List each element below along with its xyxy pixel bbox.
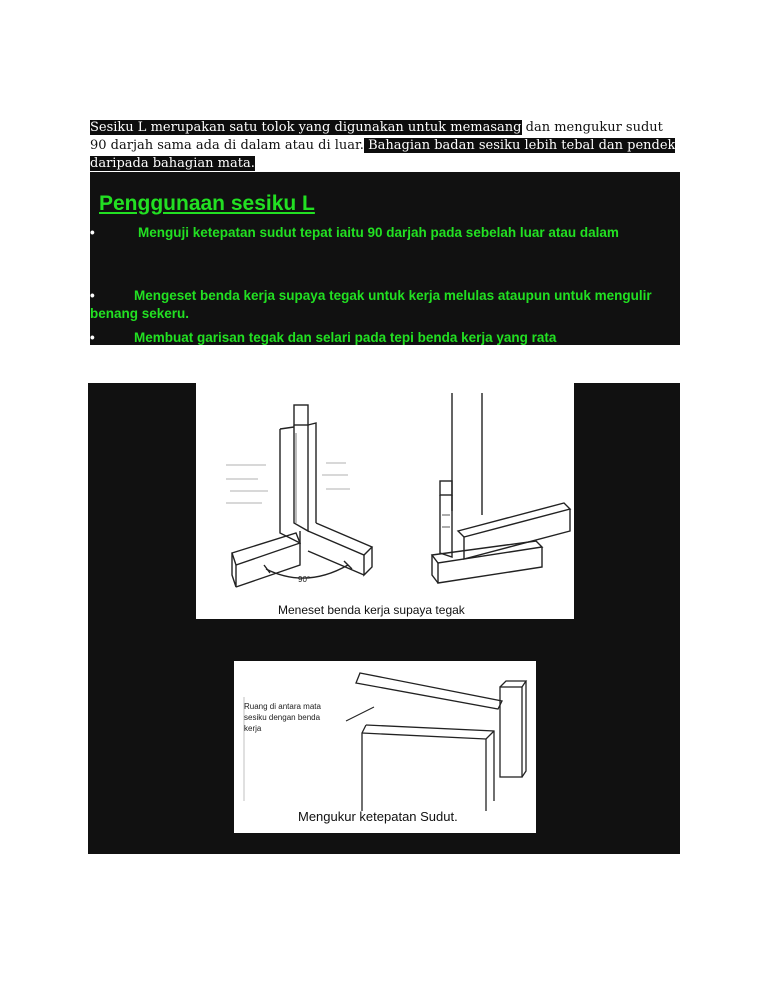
uses-panel <box>90 172 680 345</box>
use-item-1 <box>90 224 670 242</box>
bullet: • <box>90 288 95 303</box>
use-item-1-text: Menguji ketepatan sudut tepat iaitu 90 darjah pada sebelah luar atau dalam <box>138 225 619 240</box>
angle-label: 90° <box>298 575 311 584</box>
bullet: • <box>90 330 95 345</box>
figure-measure-angle <box>234 661 536 833</box>
use-item-3 <box>90 329 670 347</box>
annotation-line-1: Ruang di antara mata <box>244 702 321 711</box>
figures-panel <box>88 383 680 854</box>
intro-text-4: mata. <box>213 156 255 171</box>
figure-square-setting <box>196 383 574 619</box>
use-item-2-text: Mengeset benda kerja supaya tegak untuk kerja melulas ataupun untuk mengulir benang sekeru. <box>90 288 652 321</box>
intro-text-1: Sesiku L merupakan satu tolok yang digunakan untuk memasang <box>90 120 522 135</box>
use-item-2 <box>90 287 670 323</box>
angle-measure-illustration <box>234 661 536 833</box>
intro-paragraph <box>90 119 680 173</box>
square-setting-illustration <box>196 383 574 619</box>
figure2-caption: Mengukur ketepatan Sudut. <box>298 809 458 824</box>
annotation-line-3: kerja <box>244 724 262 733</box>
intro-text-3: Bahagian badan sesiku lebih tebal dan pendek daripada bahagian <box>90 138 676 171</box>
bullet: • <box>90 225 95 240</box>
uses-title: Penggunaan sesiku L <box>99 192 315 215</box>
annotation-line-2: sesiku dengan benda <box>244 713 321 722</box>
use-item-3-text: Membuat garisan tegak dan selari pada tepi benda kerja yang rata <box>134 330 557 345</box>
intro-text-2: dan mengukur sudut 90 darjah sama ada di dalam atau di luar. <box>90 120 663 153</box>
figure1-caption: Meneset benda kerja supaya tegak <box>278 603 465 617</box>
